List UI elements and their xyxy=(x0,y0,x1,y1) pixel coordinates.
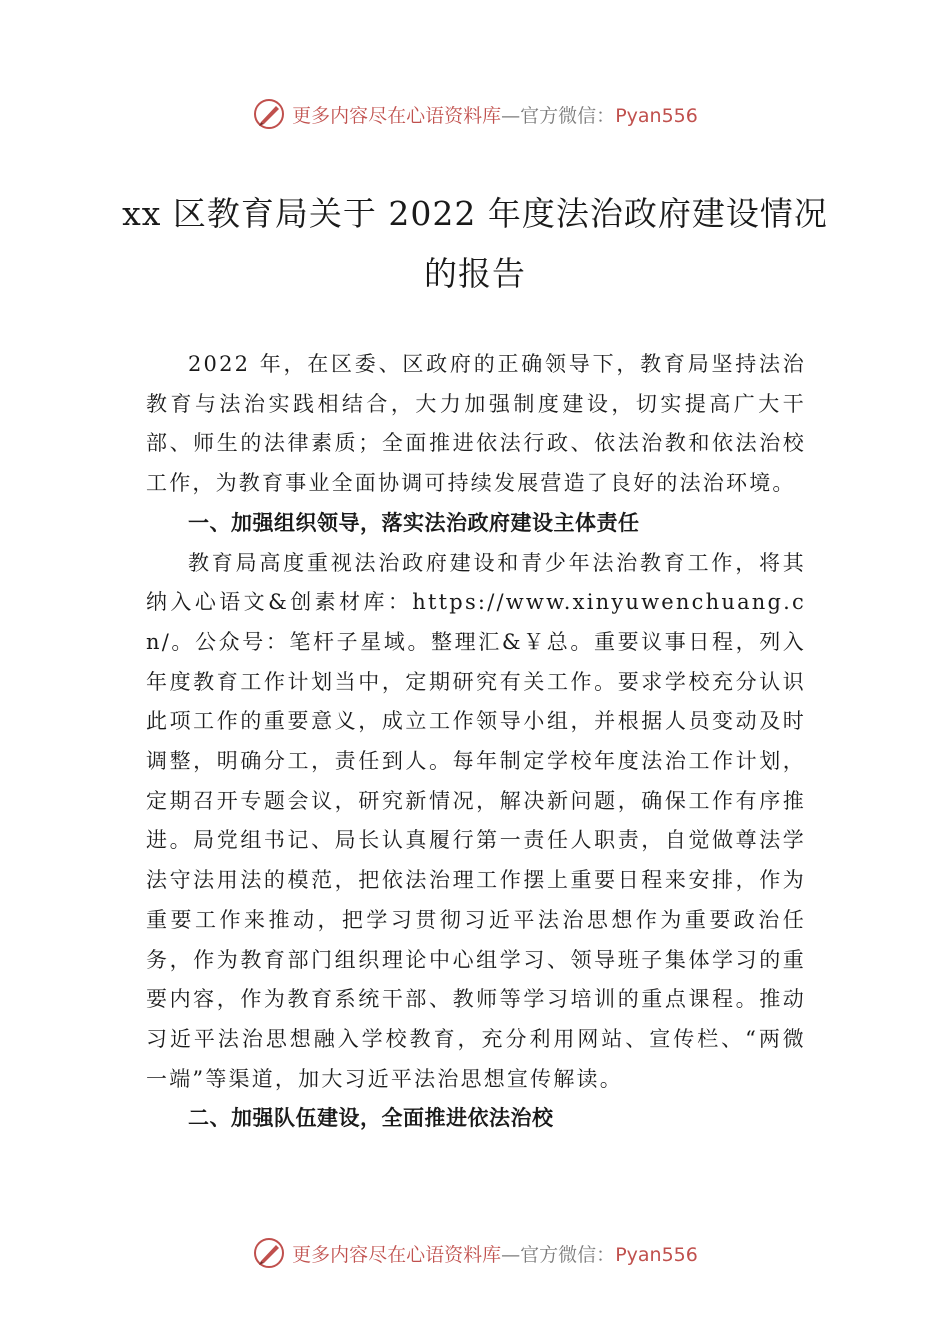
banner-main-text: 更多内容尽在心语资料库 xyxy=(292,104,502,127)
pen-logo-icon xyxy=(252,97,286,131)
banner-text xyxy=(292,1240,698,1267)
document-title: xx 区教育局关于 2022 年度法治政府建设情况的报告 xyxy=(122,194,828,293)
section-1-heading: 一、加强组织领导，落实法治政府建设主体责任 xyxy=(188,510,640,535)
footer-watermark-banner xyxy=(0,1233,950,1273)
banner-wechat-id: Pyan556 xyxy=(615,1243,698,1266)
header-watermark-banner xyxy=(0,94,950,134)
banner-main-text: 更多内容尽在心语资料库 xyxy=(292,1243,502,1266)
section-2-heading: 二、加强队伍建设，全面推进依法治校 xyxy=(188,1106,554,1131)
section-1-paragraph: 教育局高度重视法治政府建设和青少年法治教育工作，将其纳入心语文&创素材库：https://www.xinyuwenchuang.cn/。公众号：笔杆子星域。整理汇&￥总。重要议事日程，列入年度教育工作计划当中，定期研究有关工作。要求学校充分认识此项工作的重要意义，成立工作领导小组，并根据人员变动及时调整，明确分工，责任到人。每年制定学校年度法治工作计划，定期召开专题会议，研究新情况，解决新问题，确保工作有序推进。局党组书记、局长认真履行第一责任人职责，自觉做尊法学法守法用法的模范，把依法治理工作摆上重要日程来安排，作为重要工作来推动，把学习贯彻习近平法治思想作为重要政治任务，作为教育部门组织理论中心组学习、领导班子集体学习的重要内容，作为教育系统干部、教师等学习培训的重点课程。推动习近平法治思想融入学校教育，充分利用网站、宣传栏、“两微一端”等渠道，加大习近平法治思想宣传解读。 xyxy=(146,550,806,1091)
document-body xyxy=(146,345,806,1139)
pen-logo-icon xyxy=(252,1236,286,1270)
banner-wechat-id: Pyan556 xyxy=(615,104,698,127)
intro-paragraph: 2022 年，在区委、区政府的正确领导下，教育局坚持法治教育与法治实践相结合，大力加强制度建设，切实提高广大干部、师生的法律素质；全面推进依法行政、依法治教和依法治校工作，为教育事业全面协调可持续发展营造了良好的法治环境。 xyxy=(146,352,806,496)
banner-separator-text: —官方微信： xyxy=(501,1243,616,1266)
banner-separator-text: —官方微信： xyxy=(501,104,616,127)
banner-text xyxy=(292,101,698,128)
